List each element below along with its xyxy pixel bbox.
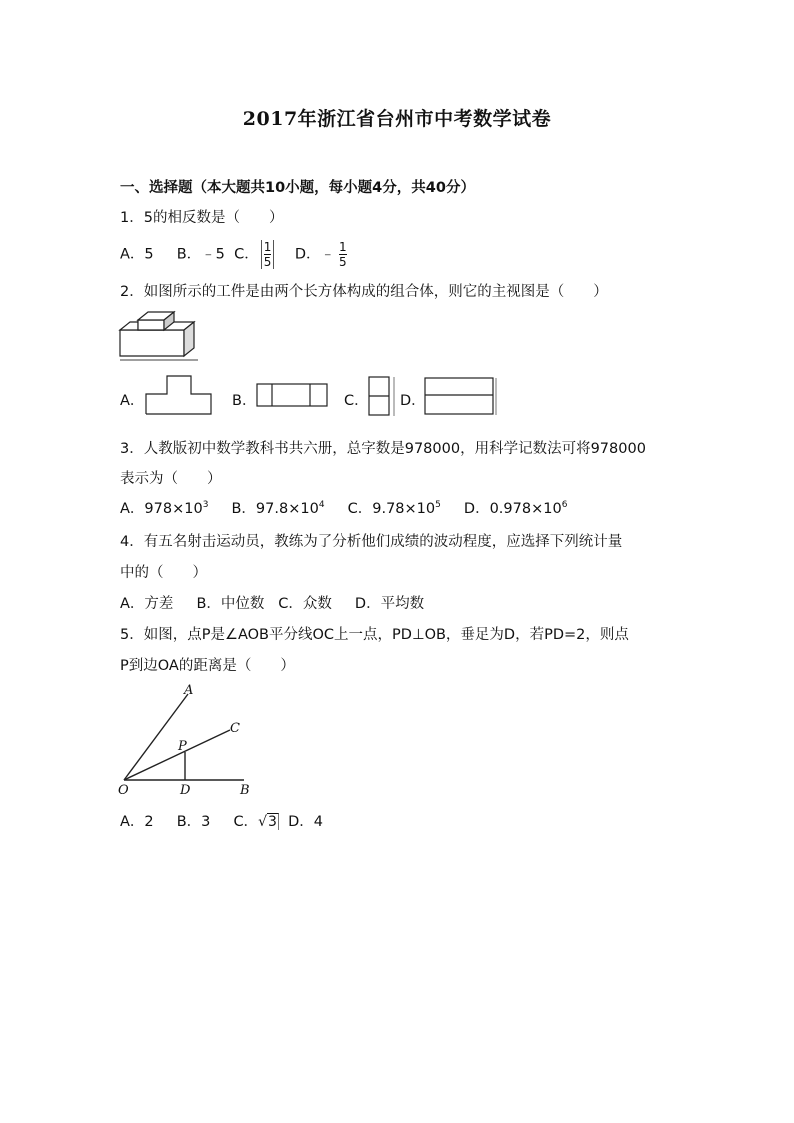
question-2-stem: 2．如图所示的工件是由两个长方体构成的组合体，则它的主视图是（ ） — [120, 284, 608, 300]
q3-option-d: D．$0.978\times 10^6$ — [463, 500, 568, 517]
label-P: P — [178, 739, 187, 754]
q1-option-b: B．﹣5 — [176, 246, 225, 263]
q3-option-a: A．$978\times 10^3$ — [120, 500, 209, 517]
q4-option-d: D．平均数 — [354, 596, 425, 612]
q5-option-a: A．2 — [120, 814, 154, 830]
question-3-options — [120, 497, 567, 518]
section-heading: 一、选择题（本大题共10小题，每小题4分，共40分） — [120, 180, 475, 196]
q5-option-c: C． — [233, 814, 259, 830]
question-5-options — [120, 810, 323, 831]
q2-option-a-figure — [145, 374, 213, 416]
label-A: A — [184, 683, 194, 698]
question-4-stem-line1: 4．有五名射击运动员，教练为了分析他们成绩的波动程度，应选择下列统计量 — [120, 534, 623, 550]
question-5-stem-line2: P到边OA的距离是（ ） — [120, 658, 295, 674]
q2-solid-figure — [118, 308, 200, 364]
q4-option-b: B．中位数 — [196, 596, 265, 612]
q5-angle-figure — [112, 682, 262, 798]
label-O: O — [118, 783, 129, 798]
q4-option-a: A．方差 — [120, 596, 174, 612]
q1-option-d-fraction: $\frac{1}{5}$ — [338, 240, 347, 269]
q1-option-a: A．5 — [120, 246, 154, 263]
q1-option-c-fraction: $\frac{1}{5}$ — [261, 240, 275, 269]
q5-option-d: D．4 — [288, 814, 324, 830]
q3-option-b: B．$97.8\times 10^4$ — [231, 500, 325, 517]
q2-option-d: D． — [400, 393, 426, 409]
q2-option-b-figure — [256, 383, 328, 407]
q5-option-b: B．3 — [176, 814, 211, 830]
q5-option-c-sqrt: √3 — [258, 814, 277, 830]
q2-option-c: C． — [344, 393, 369, 409]
question-1-stem: 1．5的相反数是（ ） — [120, 210, 284, 226]
q2-option-a: A． — [120, 393, 145, 409]
label-C: C — [230, 721, 240, 736]
ray-OA — [124, 694, 188, 780]
question-4-options — [120, 592, 424, 613]
label-D: D — [180, 783, 191, 798]
question-3-stem-line1: 3．人教版初中数学教科书共六册，总字数是978000，用科学记数法可将978000 — [120, 441, 646, 457]
q2-option-d-figure — [424, 377, 498, 417]
question-3-stem-line2: 表示为（ ） — [120, 471, 222, 487]
question-1-options — [120, 240, 351, 269]
q2-option-b: B． — [232, 393, 257, 409]
question-5-stem-line1: 5．如图，点P是∠AOB平分线OC上一点，PD⊥OB，垂足为D，若PD=2，则点 — [120, 627, 629, 643]
ray-OC — [124, 730, 230, 780]
q1-option-d: D．﹣ — [294, 246, 335, 263]
question-4-stem-line2: 中的（ ） — [120, 565, 207, 581]
q1-option-c: C． — [234, 246, 259, 263]
exam-title: 2017年浙江省台州市中考数学试卷 — [242, 108, 552, 130]
q2-option-c-figure — [368, 376, 396, 418]
label-B: B — [240, 783, 250, 798]
q4-option-c: C．众数 — [278, 596, 332, 612]
q3-option-c: C．$9.78\times 10^5$ — [347, 500, 441, 517]
